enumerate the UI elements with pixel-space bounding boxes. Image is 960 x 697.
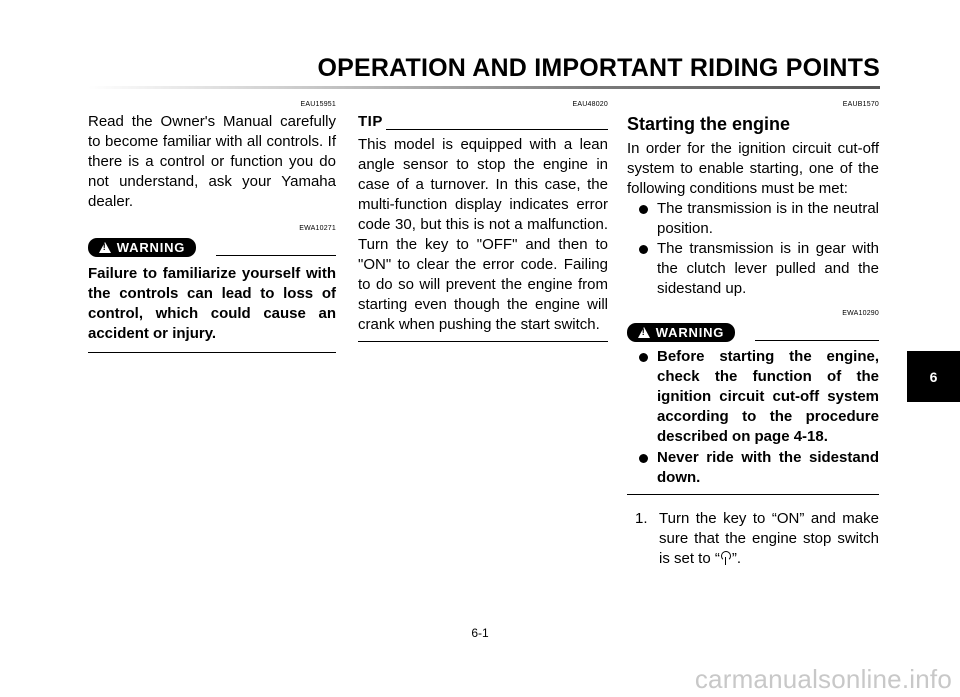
page-header-title: OPERATION AND IMPORTANT RIDING POINTS bbox=[317, 54, 880, 82]
warning-badge bbox=[88, 238, 196, 257]
tip-label: TIP bbox=[358, 113, 383, 130]
section-code: EAU15951 bbox=[300, 101, 336, 108]
warning-label: WARNING bbox=[655, 325, 725, 340]
step-text-end: ”. bbox=[731, 550, 742, 567]
warning-header bbox=[88, 224, 336, 254]
warning-code: EWA10290 bbox=[842, 310, 879, 317]
list-item: The transmission is in the neutral position. bbox=[627, 199, 879, 239]
step-1 bbox=[627, 509, 879, 569]
tip-header-rule bbox=[386, 129, 608, 130]
warning-header-rule bbox=[755, 340, 879, 341]
warning-header bbox=[627, 309, 879, 339]
header-rule bbox=[88, 86, 880, 89]
column-3 bbox=[627, 100, 879, 569]
conditions-list bbox=[627, 199, 879, 299]
section-code: EAUB1570 bbox=[842, 101, 879, 108]
column-2 bbox=[358, 100, 608, 342]
step-text: Turn the key to “ON” and make sure that the engine stop switch is set to “ bbox=[659, 510, 879, 567]
warning-header-rule bbox=[216, 255, 336, 256]
warning-end-rule bbox=[627, 494, 879, 495]
warning-list bbox=[627, 347, 879, 488]
tip-end-rule bbox=[358, 341, 608, 342]
warning-label: WARNING bbox=[116, 240, 186, 255]
page-number: 6-1 bbox=[471, 626, 489, 640]
watermark: carmanualsonline.info bbox=[694, 664, 952, 694]
column-1 bbox=[88, 100, 336, 353]
intro-paragraph: Read the Owner's Manual carefully to become familiar with all controls. If there is a control or function you do not understand, ask your Yamaha dealer. bbox=[88, 113, 336, 210]
warning-end-rule bbox=[88, 352, 336, 353]
warning-triangle-icon bbox=[99, 242, 111, 253]
warning-badge bbox=[627, 323, 735, 342]
section-code: EAU48020 bbox=[572, 101, 608, 108]
tip-header bbox=[358, 109, 608, 133]
chapter-tab: 6 bbox=[907, 351, 960, 402]
engine-run-icon bbox=[720, 551, 732, 565]
list-item: The transmission is in gear with the clutch lever pulled and the sidestand up. bbox=[627, 239, 879, 299]
starting-intro: In order for the ignition circuit cut-off system to enable starting, one of the following conditions must be met: bbox=[627, 140, 879, 197]
warning-text: Failure to familiarize yourself with the controls can lead to loss of control, which could cause an accident or injury. bbox=[88, 265, 336, 342]
warning-triangle-icon bbox=[638, 327, 650, 338]
list-item: Before starting the engine, check the function of the ignition circuit cut-off system according to the procedure described on page 4-18. bbox=[627, 347, 879, 447]
tip-text: This model is equipped with a lean angle sensor to stop the engine in case of a turnover. In this case, the multi-function display indicates error code 30, but this is not a malfunction. Turn the key to "OFF" and then to "ON" to clear the error code. Failing to do so will prevent the engine from starting even though the engine will crank when pushing the start switch. bbox=[358, 136, 608, 333]
list-item: Never ride with the sidestand down. bbox=[627, 448, 879, 488]
section-title: Starting the engine bbox=[627, 114, 791, 134]
warning-code: EWA10271 bbox=[299, 225, 336, 232]
step-number: 1. bbox=[635, 510, 648, 527]
